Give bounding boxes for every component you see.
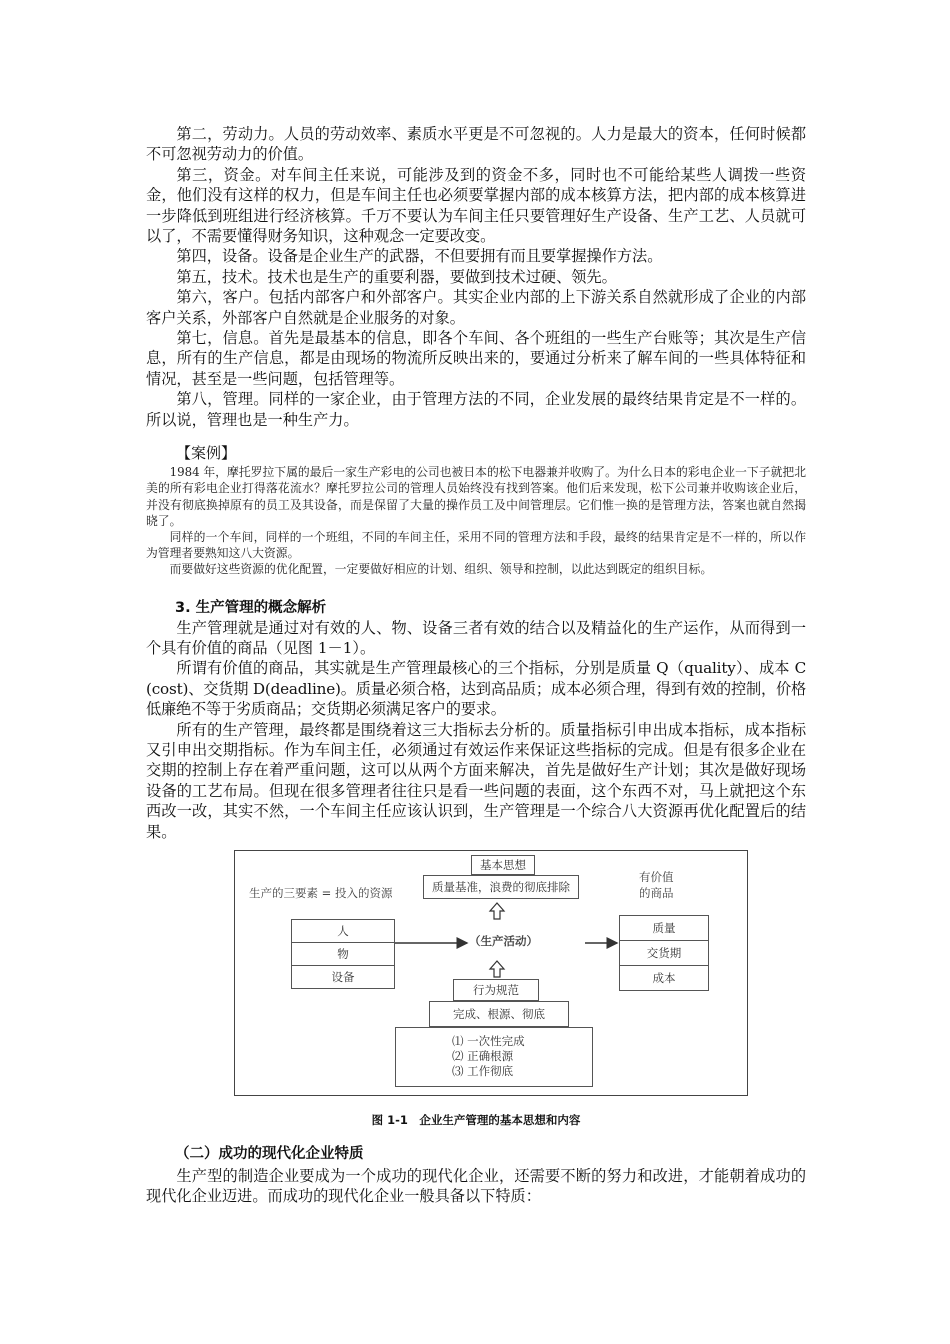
three-steps-box: [395, 1027, 593, 1087]
basic-thought-title: 基本思想: [471, 855, 535, 875]
paragraph-customer: 第六，客户。包括内部客户和外部客户。其实企业内部的上下游关系自然就形成了企业的内部客户关系，外部客户自然就是企业服务的对象。: [146, 288, 806, 327]
right-label: 的商品: [639, 885, 674, 900]
behavior-norm-title: 行为规范: [453, 979, 539, 1001]
section-heading: 3. 生产管理的概念解析: [175, 599, 327, 616]
left-label: 生产的三要素 = 投入的资源: [249, 885, 393, 900]
paragraph-technology: 第五，技术。技术也是生产的重要利器，要做到技术过硬、领先。: [176, 267, 617, 286]
paragraph: 所谓有价值的商品，其实就是生产管理最核心的三个指标，分别是质量 Q（quality）、成本 C(cost)、交货期 D(deadline)。质量必须合格，达到高品质；成本必须合理，得到有效的控制，价格低廉绝不等于劣质商品；交货期必须满足客户的要求。: [146, 659, 806, 719]
behavior-norm-body: 完成、根源、彻底: [429, 1001, 569, 1027]
arrow-up-bottom: [490, 961, 504, 977]
input-material: 物: [291, 942, 395, 966]
case-paragraph: 同样的一个车间，同样的一个班组，不同的车间主任，采用不同的管理方法和手段，最终的结果肯定是不一样的，所以作为管理者要熟知这八大资源。: [146, 529, 806, 561]
production-activity-label: （生产活动）: [469, 933, 538, 948]
figure-caption: 图 1-1 企业生产管理的基本思想和内容: [371, 1112, 581, 1127]
case-paragraph: 而要做好这些资源的优化配置，一定要做好相应的计划、组织、领导和控制，以此达到既定的组织目标。: [169, 562, 713, 577]
input-equipment: 设备: [291, 965, 395, 989]
output-delivery: 交货期: [619, 940, 709, 966]
arrow-up-top: [490, 903, 504, 919]
basic-thought-body: 质量基准，浪费的彻底排除: [423, 875, 579, 899]
paragraph-equipment: 第四，设备。设备是企业生产的武器，不但要拥有而且要掌握操作方法。: [176, 247, 663, 266]
paragraph-information: 第七，信息。首先是最基本的信息，即各个车间、各个班组的一些生产台账等；其次是生产信息，所有的生产信息，都是由现场的物流所反映出来的，要通过分析来了解车间的一些具体特征和情况，甚至是一些问题，包括管理等。: [146, 329, 806, 388]
output-quality: 质量: [619, 915, 709, 941]
paragraph: 生产型的制造企业要成为一个成功的现代化企业，还需要不断的努力和改进，才能朝着成功的现代化企业迈进。而成功的现代化企业一般具备以下特质：: [146, 1166, 806, 1206]
paragraph: 所有的生产管理，最终都是围绕着这三大指标去分析的。质量指标引申出成本指标，成本指标又引申出交期指标。作为车间主任，必须通过有效运作来保证这些指标的完成。但是有很多企业在交期的控制上存在着严重问题，这可以从两个方面来解决，首先是做好生产计划；其次是做好现场设备的工艺布局。但现在很多管理者往往只是看一些问题的表面，这个东西不对，马上就把这个东西改一改，其实不然，一个车间主任应该认识到，生产管理是一个综合八大资源再优化配置后的结果。: [146, 720, 806, 841]
paragraph-management: 第八，管理。同样的一家企业，由于管理方法的不同，企业发展的最终结果肯定是不一样的。所以说，管理也是一种生产力。: [146, 390, 806, 429]
figure-diagram: [234, 850, 748, 1096]
case-heading: 【案例】: [176, 444, 237, 463]
input-person: 人: [291, 919, 395, 943]
section-heading: （二）成功的现代化企业特质: [175, 1145, 364, 1162]
output-cost: 成本: [619, 965, 709, 991]
document-page: [146, 124, 806, 1207]
paragraph-labor: 第二，劳动力。人员的劳动效率、素质水平更是不可忽视的。人力是最大的资本，任何时候都不可忽视劳动力的价值。: [146, 125, 806, 164]
paragraph-capital: 第三，资金。对车间主任来说，可能涉及到的资金不多，同时也不可能给某些人调拨一些资金，他们没有这样的权力，但是车间主任也必须要掌握内部的成本核算方法，把内部的成本核算进一步降低到班组进行经济核算。千万不要认为车间主任只要管理好生产设备、生产工艺、人员就可以了，不需要懂得财务知识，这种观念一定要改变。: [146, 165, 806, 246]
step-item: ⑵ 正确根源: [452, 1049, 514, 1064]
paragraph: 生产管理就是通过对有效的人、物、设备三者有效的结合以及精益化的生产运作，从而得到一个具有价值的商品（见图 1－1）。: [146, 618, 806, 657]
step-item: ⑴ 一次性完成: [452, 1034, 525, 1049]
step-item: ⑶ 工作彻底: [452, 1064, 514, 1079]
right-label: 有价值: [639, 869, 674, 884]
case-paragraph: 1984 年，摩托罗拉下属的最后一家生产彩电的公司也被日本的松下电器兼并收购了。为什么日本的彩电企业一下子就把北美的所有彩电企业打得落花流水？摩托罗拉公司的管理人员始终没有找到答案。他们后来发现，松下公司兼并收购该企业后，并没有彻底换掉原有的员工及其设备，而是保留了大量的操作员工及中间管理层。它们惟一换的是管理方法，答案也就自然揭晓了。: [146, 465, 806, 528]
